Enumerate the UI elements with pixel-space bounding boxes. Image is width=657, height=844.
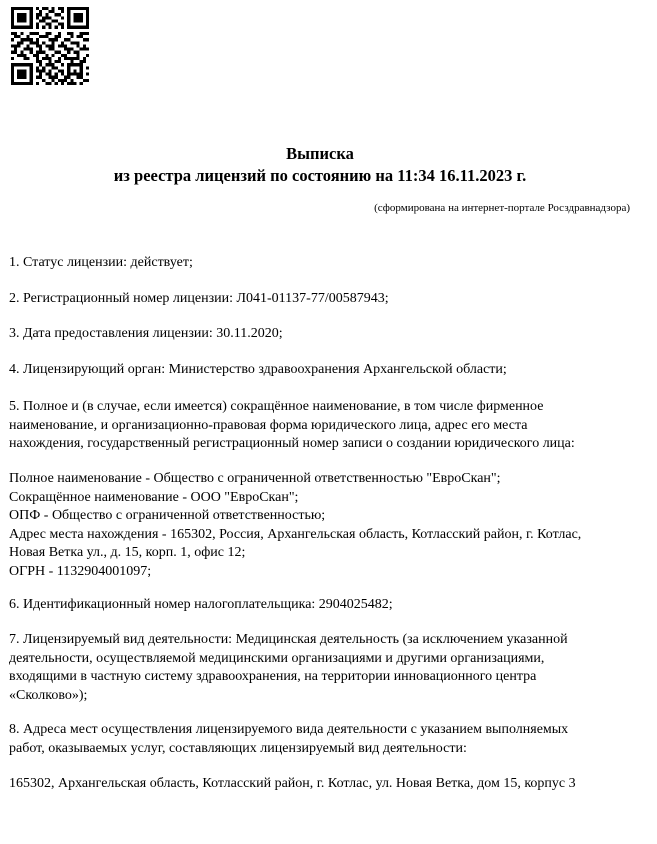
activity-line: 7. Лицензируемый вид деятельности: Медицинская деятельность (за исключением указанной <box>9 632 568 647</box>
item-status: 1. Статус лицензии: действует; <box>9 255 193 270</box>
activity-line: входящими в частную систему здравоохранения, на территории инновационного центра <box>9 669 537 684</box>
org-full-name: Полное наименование - Общество с ограниченной ответственностью "ЕвроСкан"; <box>9 471 501 486</box>
document-header <box>0 143 640 187</box>
item-addresses-heading <box>9 721 639 758</box>
org-legal-form: ОПФ - Общество с ограниченной ответственностью; <box>9 508 326 523</box>
document-title: Выписка <box>286 144 354 163</box>
addresses-heading-line: 8. Адреса мест осуществления лицензируемого вида деятельности с указанием выполняемых <box>9 722 569 737</box>
activity-line: «Сколково»); <box>9 687 88 703</box>
document-subtitle: из реестра лицензий по состоянию на 11:34 16.11.2023 г. <box>113 166 527 185</box>
qr-code <box>11 7 89 85</box>
org-details <box>9 470 639 581</box>
name-heading-line: нахождения, государственный регистрационный номер записи о создании юридического лица: <box>9 436 575 451</box>
org-ogrn: ОГРН - 1132904001097; <box>9 563 152 579</box>
activity-address: 165302, Архангельская область, Котласский район, г. Котлас, ул. Новая Ветка, дом 15, корпус 3 <box>9 776 576 791</box>
source-note: (сформирована на интернет-портале Росздравнадзора) <box>374 202 630 214</box>
item-authority: 4. Лицензирующий орган: Министерство здравоохранения Архангельской области; <box>9 362 507 377</box>
item-inn: 6. Идентификационный номер налогоплательщика: 2904025482; <box>9 597 393 612</box>
item-activity <box>9 631 639 705</box>
name-heading-line: 5. Полное и (в случае, если имеется) сокращённое наименование, в том числе фирменное <box>9 399 544 414</box>
addresses-heading-line: работ, оказываемых услуг, составляющих лицензируемый вид деятельности: <box>9 740 467 756</box>
org-address-line: Адрес места нахождения - 165302, Россия, Архангельская область, Котласский район, г. Котлас, <box>9 526 582 542</box>
activity-line: деятельности, осуществляемой медицинскими организациями и другими организациями, <box>9 650 545 666</box>
org-short-name: Сокращённое наименование - ООО "ЕвроСкан"; <box>9 489 299 505</box>
item-name-heading <box>9 398 639 454</box>
item-reg-number: 2. Регистрационный номер лицензии: Л041-01137-77/00587943; <box>9 291 389 306</box>
org-address-line: Новая Ветка ул., д. 15, корп. 1, офис 12; <box>9 545 246 560</box>
name-heading-line: наименование, и организационно-правовая форма юридического лица, адрес его места <box>9 417 528 433</box>
item-issue-date: 3. Дата предоставления лицензии: 30.11.2020; <box>9 326 283 341</box>
